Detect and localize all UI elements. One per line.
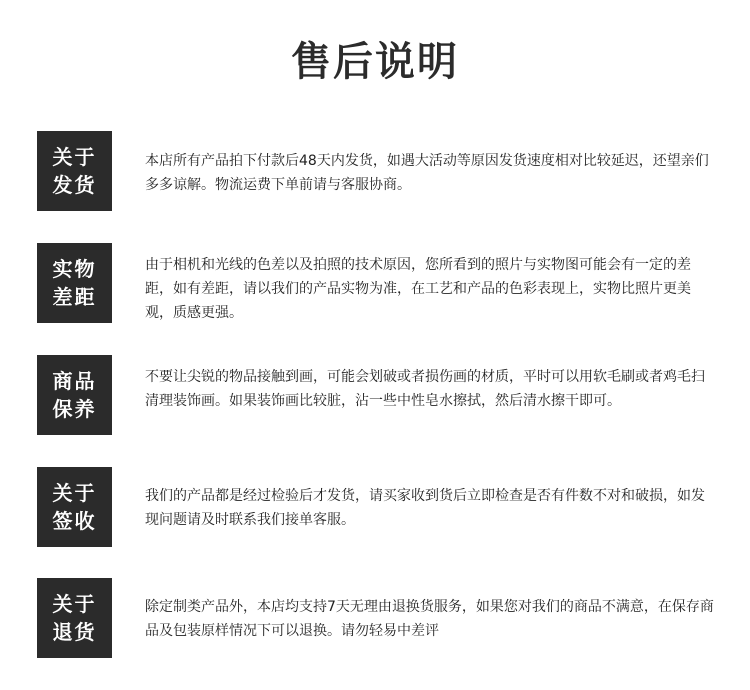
section-tag-line1: 商品	[52, 369, 97, 393]
section-color-difference	[37, 243, 717, 325]
section-tag-line2: 差距	[52, 285, 97, 309]
section-tag-line1: 实物	[52, 257, 97, 281]
section-tag	[37, 467, 112, 547]
section-tag-line2: 签收	[52, 509, 97, 533]
section-text: 除定制类产品外，本店均支持7天无理由退换货服务，如果您对我们的商品不满意，在保存商品及包装原样情况下可以退换。请勿轻易中差评	[145, 599, 714, 639]
section-tag	[37, 131, 112, 211]
section-maintenance	[37, 355, 717, 437]
section-tag-line1: 关于	[52, 145, 97, 169]
section-text: 我们的产品都是经过检验后才发货，请买家收到货后立即检查是否有件数不对和破损，如发现问题请及时联系我们接单客服。	[145, 488, 705, 528]
section-returns	[37, 578, 717, 660]
section-tag-line1: 关于	[52, 481, 97, 505]
page-title: 售后说明	[291, 39, 459, 85]
section-text: 本店所有产品拍下付款后48天内发货，如遇大活动等原因发货速度相对比较延迟，还望亲们多多谅解。物流运费下单前请与客服协商。	[145, 153, 709, 193]
section-tag-line2: 发货	[52, 173, 97, 197]
section-tag	[37, 578, 112, 658]
section-tag	[37, 355, 112, 435]
section-tag-line2: 退货	[52, 620, 97, 644]
section-shipping	[37, 131, 717, 213]
section-tag-line1: 关于	[52, 592, 97, 616]
section-tag-line2: 保养	[52, 397, 97, 421]
section-text: 由于相机和光线的色差以及拍照的技术原因，您所看到的照片与实物图可能会有一定的差距，如有差距，请以我们的产品实物为准，在工艺和产品的色彩表现上，实物比照片更美观，质感更强。	[145, 257, 691, 321]
section-text: 不要让尖锐的物品接触到画，可能会划破或者损伤画的材质，平时可以用软毛刷或者鸡毛扫清理装饰画。如果装饰画比较脏，沾一些中性皂水擦拭，然后清水擦干即可。	[145, 369, 705, 409]
section-receipt	[37, 467, 717, 549]
section-tag	[37, 243, 112, 323]
